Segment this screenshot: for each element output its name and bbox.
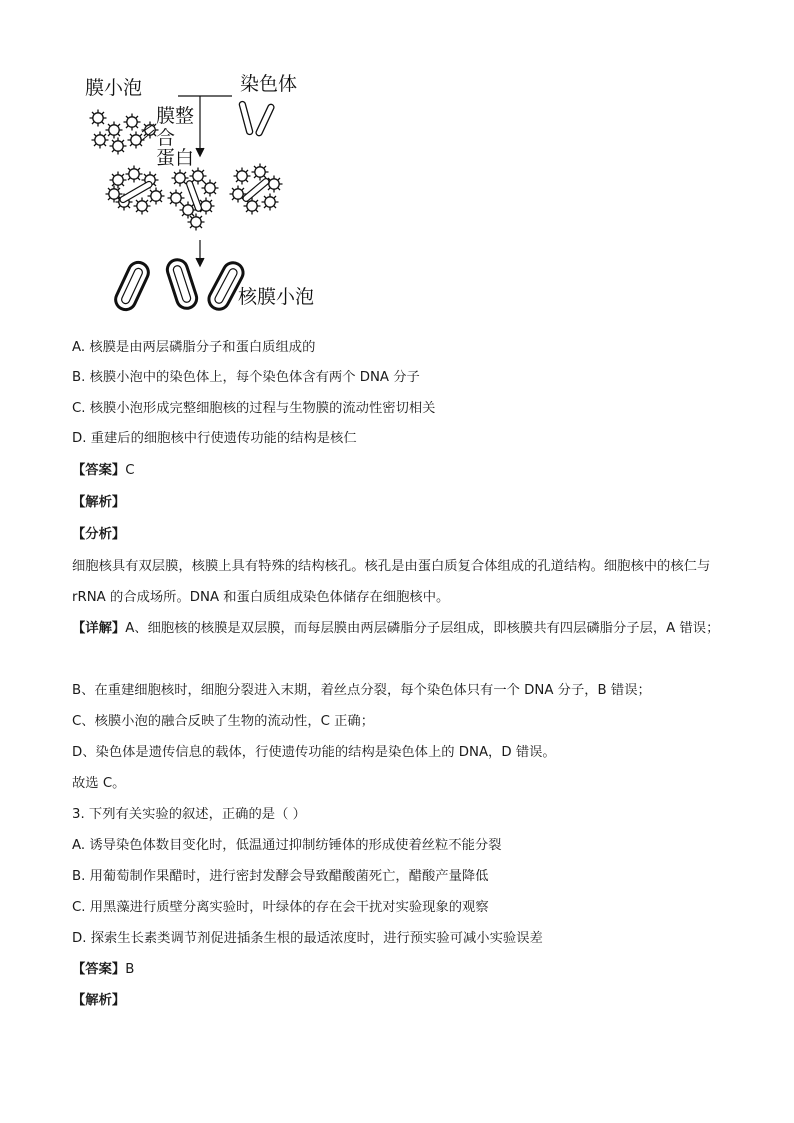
q3-stem: 3. 下列有关实验的叙述，正确的是（ ） — [72, 807, 306, 822]
chromosome-sticks — [239, 101, 275, 137]
label-integrin-1: 膜整 — [156, 105, 195, 127]
vesicle-chromosome-cluster-2 — [168, 168, 219, 231]
q3-answer-tag: 【答案】 — [72, 962, 126, 977]
label-membrane-vesicle: 膜小泡 — [85, 77, 143, 99]
vesicle-chromosome-cluster-1 — [106, 166, 165, 215]
vesicle-chromosome-cluster-3 — [230, 164, 283, 215]
q3-option-a: A. 诱导染色体数目变化时，低温通过抑制纺锤体的形成使着丝粒不能分裂 — [72, 838, 502, 853]
q2-detail-c: C、核膜小泡的融合反映了生物的流动性，C 正确； — [72, 714, 375, 729]
q2-conclusion: 故选 C。 — [72, 776, 126, 791]
q2-detail-a-text: A、细胞核的核膜是双层膜，而每层膜由两层磷脂分子层组成，即核膜共有四层磷脂分子层，A 错误； — [125, 621, 720, 636]
q3-option-d: D. 探索生长素类调节剂促进插条生根的最适浓度时，进行预实验可减小实验误差 — [72, 931, 543, 946]
q2-detail-tag: 【详解】 — [72, 621, 126, 636]
q3-analysis-tag: 【解析】 — [72, 993, 126, 1008]
q2-answer-value: C — [125, 463, 135, 478]
figure-drawing — [70, 62, 340, 322]
second-arrow — [196, 240, 204, 266]
q2-detail-b: B、在重建细胞核时，细胞分裂进入末期，着丝点分裂，每个染色体只有一个 DNA 分子，B 错误； — [72, 683, 651, 698]
q2-option-c: C. 核膜小泡形成完整细胞核的过程与生物膜的流动性密切相关 — [72, 401, 436, 416]
q3-option-c: C. 用黑藻进行质壁分离实验时，叶绿体的存在会干扰对实验现象的观察 — [72, 900, 489, 915]
label-integrin-3: 蛋白 — [156, 147, 195, 169]
q2-analysis-tag: 【解析】 — [72, 495, 126, 510]
q2-answer-tag: 【答案】 — [72, 463, 126, 478]
q2-fenxi-text: 细胞核具有双层膜，核膜上具有特殊的结构核孔。核孔是由蛋白质复合体组成的孔道结构。细胞核中的核仁与 rRNA 的合成场所。DNA 和蛋白质组成染色体储存在细胞核中。 — [72, 559, 711, 605]
label-integrin-2: 合 — [156, 127, 176, 149]
q2-option-d: D. 重建后的细胞核中行使遗传功能的结构是核仁 — [72, 431, 357, 446]
membrane-vesicle-cluster — [90, 110, 159, 155]
label-nuclear-vesicle: 核膜小泡 — [238, 286, 315, 308]
q3-option-b: B. 用葡萄制作果醋时，进行密封发酵会导致醋酸菌死亡，醋酸产量降低 — [72, 869, 489, 884]
q3-answer — [72, 961, 134, 979]
nuclear-vesicle-row — [112, 257, 246, 313]
q3-answer-value: B — [125, 962, 135, 977]
q2-option-b: B. 核膜小泡中的染色体上，每个染色体含有两个 DNA 分子 — [72, 370, 420, 385]
q2-fenxi-tag: 【分析】 — [72, 527, 126, 542]
q2-answer — [72, 462, 134, 480]
q2-option-a: A. 核膜是由两层磷脂分子和蛋白质组成的 — [72, 340, 316, 355]
q2-detail-d: D、染色体是遗传信息的载体，行使遗传功能的结构是染色体上的 DNA，D 错误。 — [72, 745, 556, 760]
label-chromosome: 染色体 — [240, 73, 298, 95]
q2-detail-a — [72, 613, 722, 644]
nuclear-reassembly-figure — [70, 62, 340, 322]
